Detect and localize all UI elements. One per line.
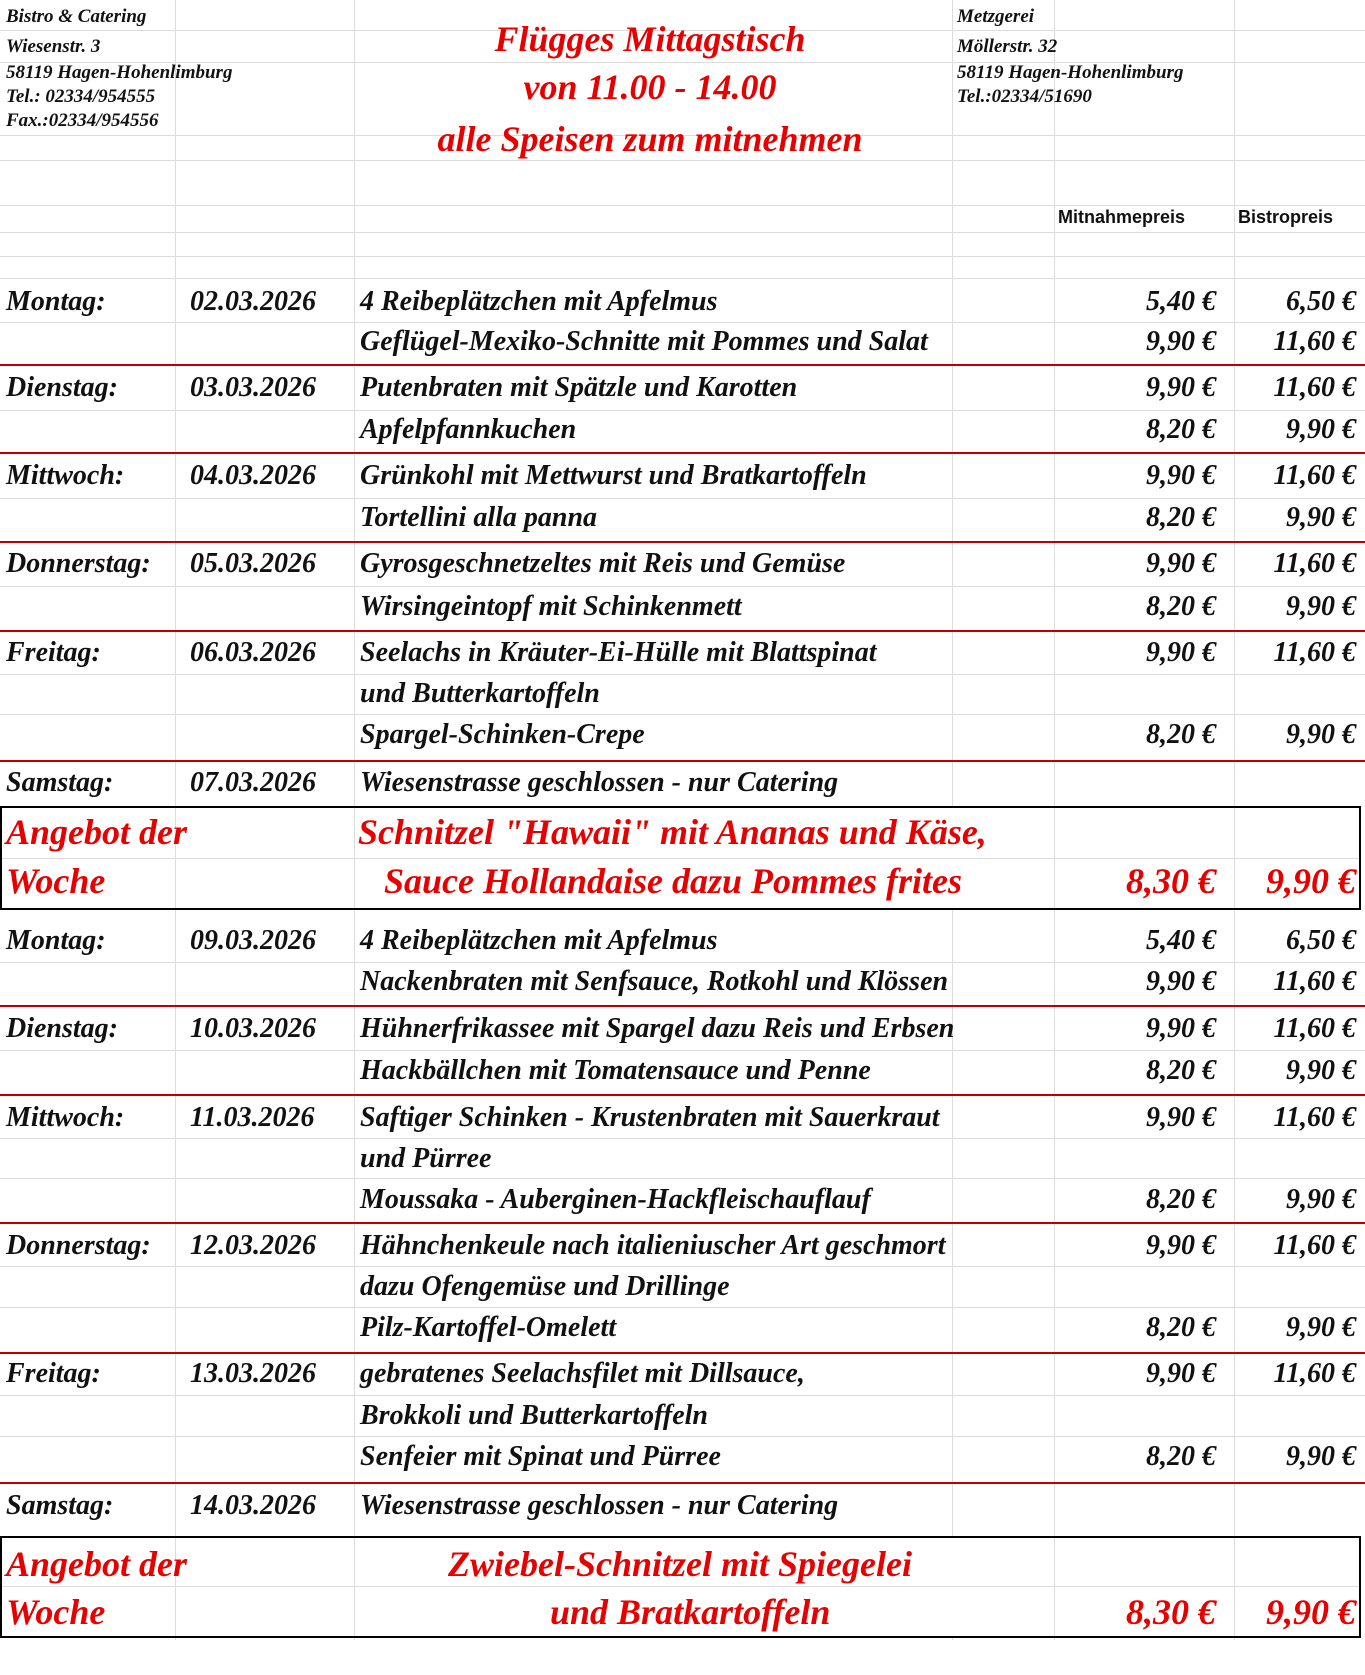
price-bistro: 6,50 € xyxy=(1286,286,1356,317)
price-takeaway: 5,40 € xyxy=(1146,925,1216,956)
price-takeaway: 8,20 € xyxy=(1146,502,1216,533)
offer-dish: und Bratkartoffeln xyxy=(550,1592,831,1632)
price-bistro: 9,90 € xyxy=(1286,414,1356,445)
day-separator xyxy=(0,1222,1365,1224)
day-date: 13.03.2026 xyxy=(190,1358,316,1389)
price-takeaway: 9,90 € xyxy=(1146,460,1216,491)
price-bistro: 11,60 € xyxy=(1273,1358,1356,1389)
price-bistro: 11,60 € xyxy=(1273,637,1356,668)
grid-line xyxy=(2,858,1359,859)
price-takeaway: 8,20 € xyxy=(1146,414,1216,445)
metzgerei-name: Metzgerei xyxy=(957,6,1035,27)
dish-name: Spargel-Schinken-Crepe xyxy=(360,719,645,750)
day-label: Donnerstag: xyxy=(6,1230,151,1261)
day-label: Mittwoch: xyxy=(6,460,125,491)
grid-line xyxy=(0,1178,1365,1179)
offer-dish: Sauce Hollandaise dazu Pommes frites xyxy=(384,861,963,901)
offer-label: Woche xyxy=(6,861,106,901)
grid-line xyxy=(0,278,1365,279)
price-bistro: 11,60 € xyxy=(1273,1013,1356,1044)
dish-name: Apfelpfannkuchen xyxy=(360,414,577,445)
dish-name: Pilz-Kartoffel-Omelett xyxy=(360,1312,617,1343)
price-takeaway: 8,20 € xyxy=(1146,1184,1216,1215)
price-takeaway: 8,20 € xyxy=(1146,1055,1216,1086)
day-date: 14.03.2026 xyxy=(190,1490,316,1521)
dish-name: Hähnchenkeule nach italieniuscher Art geschmort xyxy=(360,1230,946,1261)
price-takeaway: 9,90 € xyxy=(1146,326,1216,357)
bistro-fax: Fax.:02334/954556 xyxy=(6,110,159,131)
grid-line xyxy=(0,322,1365,323)
day-date: 10.03.2026 xyxy=(190,1013,316,1044)
dish-name: Wiesenstrasse geschlossen - nur Catering xyxy=(360,767,839,798)
day-date: 04.03.2026 xyxy=(190,460,316,491)
day-separator xyxy=(0,364,1365,366)
day-separator xyxy=(0,760,1365,762)
dish-name: Gyrosgeschnetzeltes mit Reis und Gemüse xyxy=(360,548,846,579)
dish-name: 4 Reibeplätzchen mit Apfelmus xyxy=(360,925,718,956)
day-label: Freitag: xyxy=(6,1358,101,1389)
day-separator xyxy=(0,1482,1365,1484)
price-bistro: 11,60 € xyxy=(1273,372,1356,403)
offer-price-bistro: 9,90 € xyxy=(1266,1592,1356,1632)
grid-line xyxy=(0,1138,1365,1139)
day-label: Montag: xyxy=(6,286,106,317)
price-bistro: 9,90 € xyxy=(1286,719,1356,750)
day-label: Samstag: xyxy=(6,1490,114,1521)
dish-name: und Butterkartoffeln xyxy=(360,678,600,709)
price-bistro: 9,90 € xyxy=(1286,1441,1356,1472)
day-date: 12.03.2026 xyxy=(190,1230,316,1261)
column-header-takeaway: Mitnahmepreis xyxy=(1058,207,1186,227)
dish-name: Saftiger Schinken - Krustenbraten mit Sauerkraut xyxy=(360,1102,940,1133)
day-date: 11.03.2026 xyxy=(190,1102,315,1133)
day-label: Donnerstag: xyxy=(6,548,151,579)
dish-name: Senfeier mit Spinat und Pürree xyxy=(360,1441,721,1472)
day-separator xyxy=(0,1352,1365,1354)
offer-dish: Schnitzel "Hawaii" mit Ananas und Käse, xyxy=(358,812,987,852)
price-takeaway: 8,20 € xyxy=(1146,1312,1216,1343)
price-bistro: 9,90 € xyxy=(1286,591,1356,622)
price-takeaway: 9,90 € xyxy=(1146,1358,1216,1389)
day-separator xyxy=(0,1094,1365,1096)
grid-line xyxy=(354,1538,355,1636)
day-separator xyxy=(0,630,1365,632)
grid-line xyxy=(0,714,1365,715)
price-bistro: 11,60 € xyxy=(1273,326,1356,357)
price-bistro: 6,50 € xyxy=(1286,925,1356,956)
title-line-3: alle Speisen zum mitnehmen xyxy=(437,119,863,159)
day-separator xyxy=(0,541,1365,543)
price-takeaway: 8,20 € xyxy=(1146,1441,1216,1472)
dish-name: Hackbällchen mit Tomatensauce und Penne xyxy=(360,1055,871,1086)
price-takeaway: 9,90 € xyxy=(1146,1102,1216,1133)
grid-line xyxy=(2,1586,1359,1587)
day-date: 05.03.2026 xyxy=(190,548,316,579)
grid-line xyxy=(0,1050,1365,1051)
day-label: Samstag: xyxy=(6,767,114,798)
day-label: Mittwoch: xyxy=(6,1102,125,1133)
title-line-1: Flügges Mittagstisch xyxy=(494,19,806,59)
metzgerei-street: Möllerstr. 32 xyxy=(957,36,1058,57)
dish-name: Nackenbraten mit Senfsauce, Rotkohl und Klössen xyxy=(360,966,949,997)
price-bistro: 9,90 € xyxy=(1286,1312,1356,1343)
grid-line xyxy=(0,1266,1365,1267)
price-takeaway: 5,40 € xyxy=(1146,286,1216,317)
grid-line xyxy=(0,256,1365,257)
grid-line xyxy=(354,808,355,908)
dish-name: 4 Reibeplätzchen mit Apfelmus xyxy=(360,286,718,317)
price-takeaway: 9,90 € xyxy=(1146,966,1216,997)
offer-price-bistro: 9,90 € xyxy=(1266,861,1356,901)
day-date: 07.03.2026 xyxy=(190,767,316,798)
price-bistro: 11,60 € xyxy=(1273,1102,1356,1133)
title-line-2: von 11.00 - 14.00 xyxy=(523,67,777,107)
price-takeaway: 9,90 € xyxy=(1146,1230,1216,1261)
day-label: Freitag: xyxy=(6,637,101,668)
dish-name: Wirsingeintopf mit Schinkenmett xyxy=(360,591,742,622)
price-bistro: 9,90 € xyxy=(1286,1184,1356,1215)
dish-name: Brokkoli und Butterkartoffeln xyxy=(360,1400,709,1431)
dish-name: Wiesenstrasse geschlossen - nur Catering xyxy=(360,1490,839,1521)
bistro-name: Bistro & Catering xyxy=(6,6,147,27)
price-bistro: 11,60 € xyxy=(1273,548,1356,579)
dish-name: Moussaka - Auberginen-Hackfleischauflauf xyxy=(360,1184,871,1215)
price-takeaway: 9,90 € xyxy=(1146,637,1216,668)
grid-line xyxy=(0,498,1365,499)
grid-line xyxy=(0,205,1365,206)
day-date: 09.03.2026 xyxy=(190,925,316,956)
price-takeaway: 9,90 € xyxy=(1146,372,1216,403)
dish-name: Hühnerfrikassee mit Spargel dazu Reis und Erbsen xyxy=(360,1013,955,1044)
price-bistro: 11,60 € xyxy=(1273,966,1356,997)
price-bistro: 9,90 € xyxy=(1286,1055,1356,1086)
grid-line xyxy=(0,232,1365,233)
price-takeaway: 8,20 € xyxy=(1146,719,1216,750)
column-header-bistro: Bistropreis xyxy=(1238,207,1334,227)
grid-line xyxy=(0,674,1365,675)
grid-line xyxy=(0,1307,1365,1308)
day-label: Dienstag: xyxy=(6,1013,118,1044)
offer-price-takeaway: 8,30 € xyxy=(1126,861,1216,901)
bistro-street: Wiesenstr. 3 xyxy=(6,36,101,57)
offer-label: Angebot der xyxy=(6,812,188,852)
price-bistro: 11,60 € xyxy=(1273,1230,1356,1261)
dish-name: Seelachs in Kräuter-Ei-Hülle mit Blattspinat xyxy=(360,637,877,668)
dish-name: Putenbraten mit Spätzle und Karotten xyxy=(360,372,798,403)
grid-line xyxy=(0,1436,1365,1437)
grid-line xyxy=(0,962,1365,963)
grid-line xyxy=(0,160,1365,161)
offer-price-takeaway: 8,30 € xyxy=(1126,1592,1216,1632)
bistro-phone: Tel.: 02334/954555 xyxy=(6,86,156,107)
grid-line xyxy=(0,410,1365,411)
bistro-city: 58119 Hagen-Hohenlimburg xyxy=(6,62,233,83)
offer-dish: Zwiebel-Schnitzel mit Spiegelei xyxy=(448,1544,912,1584)
dish-name: und Pürree xyxy=(360,1143,492,1174)
price-bistro: 9,90 € xyxy=(1286,502,1356,533)
day-separator xyxy=(0,452,1365,454)
dish-name: gebratenes Seelachsfilet mit Dillsauce, xyxy=(360,1358,805,1389)
grid-line xyxy=(0,586,1365,587)
offer-label: Woche xyxy=(6,1592,106,1632)
price-takeaway: 8,20 € xyxy=(1146,591,1216,622)
day-date: 02.03.2026 xyxy=(190,286,316,317)
metzgerei-phone: Tel.:02334/51690 xyxy=(957,86,1092,107)
day-label: Montag: xyxy=(6,925,106,956)
dish-name: Tortellini alla panna xyxy=(360,502,598,533)
dish-name: Grünkohl mit Mettwurst und Bratkartoffeln xyxy=(360,460,867,491)
grid-line xyxy=(0,1395,1365,1396)
day-label: Dienstag: xyxy=(6,372,118,403)
day-date: 03.03.2026 xyxy=(190,372,316,403)
price-takeaway: 9,90 € xyxy=(1146,1013,1216,1044)
offer-label: Angebot der xyxy=(6,1544,188,1584)
day-separator xyxy=(0,1005,1365,1007)
day-date: 06.03.2026 xyxy=(190,637,316,668)
price-takeaway: 9,90 € xyxy=(1146,548,1216,579)
price-bistro: 11,60 € xyxy=(1273,460,1356,491)
dish-name: Geflügel-Mexiko-Schnitte mit Pommes und Salat xyxy=(360,326,928,357)
dish-name: dazu Ofengemüse und Drillinge xyxy=(360,1271,730,1302)
metzgerei-city: 58119 Hagen-Hohenlimburg xyxy=(957,62,1184,83)
